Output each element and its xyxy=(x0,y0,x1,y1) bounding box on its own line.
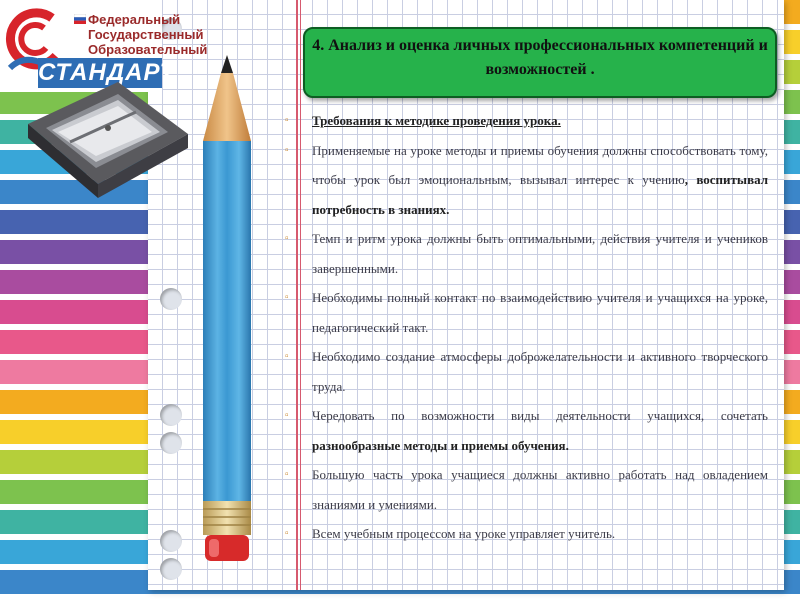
logo-text-line3: Образовательный xyxy=(88,42,208,57)
bullet-icon: ▫ xyxy=(285,528,289,539)
bullet-icon: ▫ xyxy=(285,410,289,421)
bullet-item xyxy=(285,283,768,342)
paper-hole xyxy=(160,432,182,454)
bullet-icon: ▫ xyxy=(285,469,289,480)
bullet-text: Необходимы полный контакт по взаимодействию учителя и учащихся на уроке, педагогический такт. xyxy=(312,290,768,335)
paper-hole xyxy=(160,288,182,310)
logo-text-line2: Государственный xyxy=(88,27,204,42)
paper-hole xyxy=(160,530,182,552)
bullet-item xyxy=(285,136,768,225)
bullet-bold-text: , воспитывал потребность в знаниях. xyxy=(312,172,768,217)
paper-hole xyxy=(160,404,182,426)
slide-title-box xyxy=(303,27,777,98)
russian-flag-icon xyxy=(74,14,86,24)
background-stripe-gap xyxy=(0,594,800,600)
bullet-text: Большую часть урока учащиеся должны активно работать над овладением знаниями и умениями. xyxy=(312,467,768,512)
bullet-text: Необходимо создание атмосферы доброжелательности и активного творческого труда. xyxy=(312,349,768,394)
slide-title: 4. Анализ и оценка личных профессиональных компетенций и возможностей . xyxy=(312,37,768,78)
bullet-text: Темп и ритм урока должны быть оптимальными, действия учителя и учеников завершенными. xyxy=(312,231,768,276)
margin-line xyxy=(296,0,298,590)
margin-line-secondary xyxy=(300,0,301,590)
bullet-item xyxy=(285,519,768,549)
bullet-text: Применяемые на уроке методы и приемы обучения должны способствовать тому, чтобы урок был эмоциональным, вызывал интерес к учению xyxy=(312,142,768,187)
bullet-icon: ▫ xyxy=(285,115,289,126)
logo-wordmark: СТАНДАРТ xyxy=(38,59,176,86)
bullet-item xyxy=(285,224,768,283)
bullet-bold-text: разнообразные методы и приемы обучения. xyxy=(312,437,569,453)
pencil-sharpener-icon xyxy=(18,72,196,202)
bullet-underlined-text: Требования к методике проведения урока. xyxy=(312,113,561,128)
bullet-text: Чередовать по возможности виды деятельности учащихся, сочетать xyxy=(312,408,768,423)
bullet-list xyxy=(285,106,768,549)
bullet-item xyxy=(285,460,768,519)
pencil-icon xyxy=(195,55,259,565)
bullet-icon: ▫ xyxy=(285,144,289,156)
logo-text-line1: Федеральный xyxy=(88,12,181,27)
bullet-text: Всем учебным процессом на уроке управляет учитель. xyxy=(312,526,616,541)
bullet-icon: ▫ xyxy=(285,351,289,362)
bullet-item xyxy=(285,401,768,460)
bullet-icon: ▫ xyxy=(285,292,289,303)
bullet-icon: ▫ xyxy=(285,233,289,244)
bullet-item xyxy=(285,342,768,401)
bullet-item xyxy=(285,106,768,136)
paper-hole xyxy=(160,558,182,580)
